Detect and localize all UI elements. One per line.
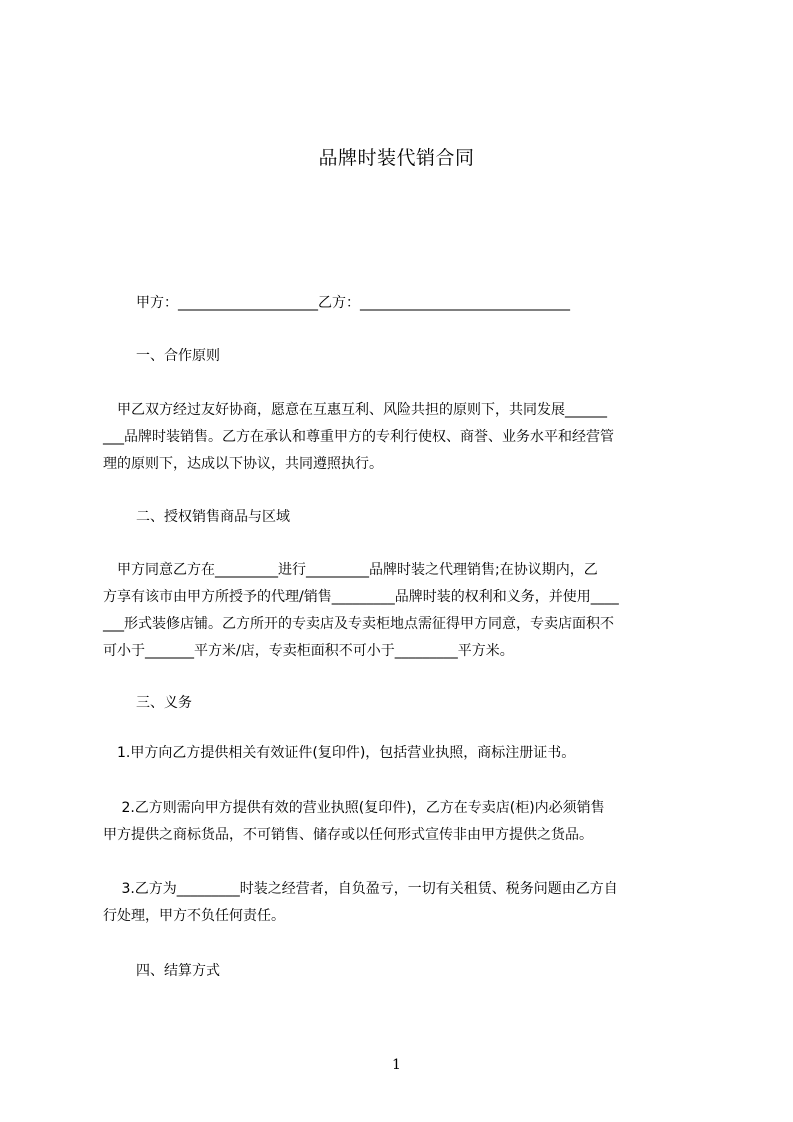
obligation-item-1 (103, 740, 698, 767)
paragraph-line: 甲乙双方经过友好协商，愿意在互惠互利、风险共担的原则下，共同发展______ (103, 402, 607, 418)
section-heading-2: 二、授权销售商品与区域 (136, 509, 290, 525)
paragraph-line: 甲方同意乙方在_________进行_________品牌时装之代理销售;在协议期内，乙 (103, 562, 598, 578)
paragraph-line: 理的原则下，达成以下协议，共同遵照执行。 (103, 456, 383, 472)
obligation-item-2 (103, 795, 698, 849)
section-2-paragraph (103, 557, 698, 665)
paragraph-line: 可小于_______平方米/店，专卖柜面积不可小于_________平方米。 (103, 643, 514, 659)
section-heading-1: 一、合作原则 (136, 348, 220, 364)
paragraph-line: 2.乙方则需向甲方提供有效的营业执照(复印件)，乙方在专卖店(柜)内必须销售 (103, 800, 605, 816)
paragraph-line: ___品牌时装销售。乙方在承认和尊重甲方的专利行使权、商誉、业务水平和经营管 (103, 429, 614, 445)
obligation-item-3 (103, 876, 698, 930)
section-1-paragraph (103, 397, 698, 478)
document-title: 品牌时装代销合同 (318, 147, 475, 169)
page-number: 1 (392, 1057, 401, 1073)
paragraph-line: 行处理，甲方不负任何责任。 (103, 908, 285, 924)
section-heading-4: 四、结算方式 (136, 963, 220, 979)
paragraph-line: 3.乙方为_________时装之经营者，自负盈亏，一切有关租赁、税务问题由乙方自 (103, 881, 618, 897)
section-heading-3: 三、义务 (136, 695, 192, 711)
paragraph-line: ___形式装修店铺。乙方所开的专卖店及专卖柜地点需征得甲方同意，专卖店面积不 (103, 616, 614, 632)
paragraph-line: 1.甲方向乙方提供相关有效证件(复印件)，包括营业执照，商标注册证书。 (103, 745, 576, 761)
parties-line: 甲方：____________________乙方：______________________________ (136, 295, 570, 311)
paragraph-line: 甲方提供之商标货品，不可销售、储存或以任何形式宣传非由甲方提供之货品。 (103, 827, 593, 843)
paragraph-line: 方享有该市由甲方所授予的代理/销售_________品牌时装的权利和义务，并使用____ (103, 589, 619, 605)
